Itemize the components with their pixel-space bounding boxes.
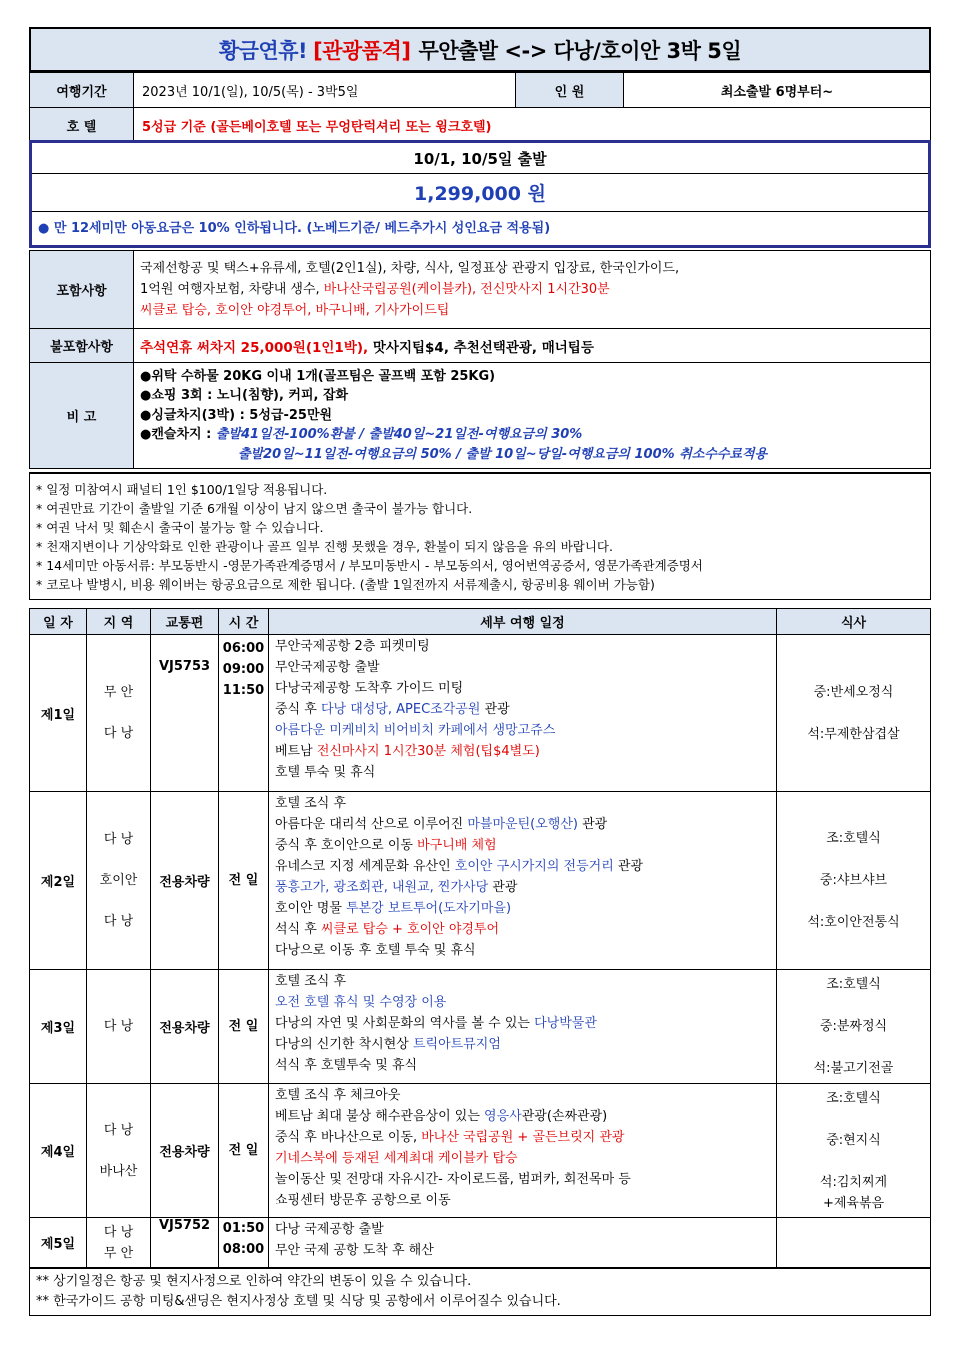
period-label: 여행기간 [30, 73, 134, 108]
header-region: 지 역 [87, 609, 151, 635]
time-value: 11:50 [222, 683, 265, 698]
itinerary-line: 유네스코 지정 세계문화 유산인 호이안 구시가지의 전등거리 관광 [275, 859, 644, 874]
itinerary-line: 아름다운 대리석 산으로 이루어진 마블마운틴(오행산) 관광 [275, 817, 608, 832]
meals-cell [777, 1218, 931, 1268]
footer-note: ** 한국가이드 공항 미팅&샌딩은 현지사정상 호텔 및 식당 및 공항에서 이루어질수 있습니다. [36, 1294, 561, 1309]
itinerary-line: 중식 후 다낭 대성당, APEC조각공원 관광 [275, 702, 510, 717]
day-label: 제5일 [30, 1218, 87, 1268]
itinerary-line: 호텔 조식 후 [275, 796, 347, 811]
itinerary-line: 무안국제공항 출발 [275, 660, 380, 675]
itinerary-line: 아름다운 미케비치 비어비치 카페에서 생망고쥬스 [275, 723, 556, 738]
time-value: 08:00 [222, 1242, 265, 1257]
footer-note: ** 상기일정은 항공 및 현지사정으로 인하여 약간의 변동이 있을 수 있습니다. [36, 1274, 472, 1289]
title-part2: [관광품격] [313, 38, 411, 63]
period-value: 2023년 10/1(일), 10/5(목) - 3박5일 [134, 73, 516, 108]
meals-cell [777, 792, 931, 970]
region-cell [87, 1218, 151, 1268]
region-name: 다 낭 [103, 832, 134, 847]
meal-item: 조:호텔식 [826, 831, 881, 846]
meal-item: 석:무제한삼겹살 [807, 726, 900, 742]
remark-cancel: ●캔슬차지 : 출발41일전-100%환불 / 출발40일~21일전-여행요금의 30% [140, 427, 583, 443]
itinerary-line: 쇼핑센터 방문후 공항으로 이동 [275, 1193, 451, 1208]
note-item: * 코로나 발병시, 비용 웨이버는 항공요금으로 제한 됩니다. (출발 1일전까지 서류제출시, 항공비용 웨이버 가능함) [36, 577, 655, 592]
note-item: * 일정 미참여시 패널티 1인 $100/1일당 적용됩니다. [36, 482, 328, 497]
meals-cell [777, 970, 931, 1084]
region-name: 다 낭 [103, 1019, 134, 1034]
included-label: 포함사항 [30, 251, 134, 329]
region-name: 바나산 [99, 1163, 138, 1179]
itinerary-line: 놀이동산 및 전망대 자유시간- 자이로드롭, 범퍼카, 회전목마 등 [275, 1172, 631, 1187]
time-value: 06:00 [222, 641, 265, 656]
region-name: 무 안 [103, 685, 134, 700]
meal-item: 중:현지식 [826, 1132, 881, 1148]
departure-dates: 10/1, 10/5일 출발 [32, 143, 928, 174]
included-line1: 국제선항공 및 택스+유류세, 호텔(2인1실), 차량, 식사, 일정표상 관광지 입장료, 한국인가이드, [140, 261, 680, 276]
included-line3: 씨클로 탑승, 호이안 야경투어, 바구니배, 기사가이드팁 [140, 303, 450, 318]
schedule-row [30, 635, 931, 792]
itinerary-line: 호이안 명물 투본강 보트투어(도자기마을) [275, 901, 512, 916]
itinerary-line: 베트남 최대 불상 해수관음상이 있는 영응사관광(손짜관광) [275, 1109, 608, 1124]
remarks-label: 비 고 [30, 363, 134, 469]
itinerary-line: 다낭국제공항 도착후 가이드 미팅 [275, 681, 464, 696]
itinerary-line: 오전 호텔 휴식 및 수영장 이용 [275, 995, 447, 1010]
transport-cell: 전용차량 [151, 792, 219, 970]
region-name: 다 낭 [103, 1224, 134, 1240]
meal-item: 조:호텔식 [826, 1090, 881, 1106]
schedule-row [30, 970, 931, 1084]
included-value [134, 251, 931, 329]
notes-box [29, 472, 931, 600]
time-cell [219, 1084, 269, 1218]
time-cell [219, 970, 269, 1084]
meal-item: 석:김치찌게 [819, 1174, 888, 1190]
price-amount: 1,299,000 원 [32, 174, 928, 212]
region-name: 호이안 [99, 873, 138, 888]
region-cell [87, 792, 151, 970]
itinerary-line: 다낭의 자연 및 사회문화의 역사를 볼 수 있는 다낭박물관 [275, 1016, 597, 1031]
transport-cell: 전용차량 [151, 970, 219, 1084]
time-cell [219, 792, 269, 970]
child-price-note: ● 만 12세미만 아동요금은 10% 인하됩니다. (노베드기준/ 베드추가시 성인요금 적용됨) [38, 221, 551, 236]
meal-item: 중:반세오정식 [813, 684, 894, 700]
time-value: 01:50 [222, 1221, 265, 1236]
meal-item: 조:호텔식 [826, 977, 881, 992]
remark-shopping: ●쇼핑 3회 : 노니(침향), 커피, 잡화 [140, 388, 349, 404]
header-time: 시 간 [219, 609, 269, 635]
included-line2: 1억원 여행자보험, 차량내 생수, 바나산국립공원(케이블카), 전신맛사지 1시간30분 [140, 282, 610, 297]
meal-item: +제육볶음 [822, 1195, 885, 1211]
meal-item: 중:샤브샤브 [819, 873, 888, 888]
transport-cell: VJ5752 [151, 1218, 219, 1268]
itinerary-line: 무안 국제 공항 도착 후 해산 [275, 1243, 434, 1258]
footer-notes [29, 1268, 931, 1316]
day-label: 제2일 [30, 792, 87, 970]
people-value: 최소출발 6명부터~ [624, 73, 931, 108]
header-day: 일 자 [30, 609, 87, 635]
itinerary-cell [269, 1218, 777, 1268]
time-value: 전 일 [228, 873, 259, 888]
note-item: * 천재지변이나 기상악화로 인한 관광이나 골프 일부 진행 못했을 경우, 환불이 되지 않음을 유의 바랍니다. [36, 539, 613, 554]
remark-baggage: ●위탁 수하물 20KG 이내 1개(골프팀은 골프백 포함 25KG) [140, 368, 496, 384]
time-value: 전 일 [228, 1143, 259, 1158]
region-cell [87, 970, 151, 1084]
time-cell [219, 1218, 269, 1268]
schedule-row [30, 1218, 931, 1268]
time-cell [219, 635, 269, 792]
hotel-label: 호 텔 [30, 108, 134, 143]
itinerary-line: 기네스북에 등재된 세계최대 케이블카 탑승 [275, 1151, 518, 1166]
time-value: 09:00 [222, 662, 265, 677]
schedule-row [30, 1084, 931, 1218]
day-label: 제1일 [30, 635, 87, 792]
itinerary-line: 다낭의 신기한 착시현상 트릭아트뮤지엄 [275, 1037, 501, 1052]
meal-item: 중:분짜정식 [819, 1019, 888, 1034]
itinerary-line: 베트남 전신마사지 1시간30분 체험(팁$4별도) [275, 744, 540, 759]
itinerary-line: 중식 후 바나산으로 이동, 바나산 국립공원 + 골든브릿지 관광 [275, 1130, 625, 1145]
info-table [29, 72, 931, 143]
itinerary-line: 다낭 국제공항 출발 [275, 1222, 384, 1237]
people-label: 인 원 [516, 73, 624, 108]
note-item: * 여권 낙서 및 훼손시 출국이 불가능 할 수 있습니다. [36, 520, 324, 535]
itinerary-line: 중식 후 호이안으로 이동 바구니배 체험 [275, 838, 497, 853]
itinerary-line: 무안국제공항 2층 피켓미팅 [275, 639, 430, 654]
excluded-value: 추석연휴 써차지 25,000원(1인1박), 맛사지팁$4, 추천선택관광, 매너팁등 [134, 329, 931, 363]
time-value: 전 일 [228, 1019, 259, 1034]
region-name: 다 낭 [103, 726, 134, 741]
remark-single-charge: ●싱글차지(3박) : 5성급-25만원 [140, 407, 333, 423]
price-box [29, 140, 931, 248]
region-name: 다 낭 [103, 914, 134, 929]
note-item: * 14세미만 아동서류: 부모동반시 -영문가족관계증명서 / 부모미동반시 - 부모동의서, 영어번역공증서, 영문가족관계증명서 [36, 558, 703, 573]
excluded-label: 불포함사항 [30, 329, 134, 363]
region-cell [87, 1084, 151, 1218]
meals-cell [777, 1084, 931, 1218]
title-part1: 황금연휴! [218, 38, 308, 63]
itinerary-line: 석식 후 씨클로 탑승 + 호이안 야경투어 [275, 922, 500, 937]
meal-item: 석:불고기전골 [813, 1061, 894, 1076]
page-title [29, 27, 931, 72]
header-meals: 식사 [777, 609, 931, 635]
itinerary-line: 석식 후 호텔투숙 및 휴식 [275, 1058, 418, 1073]
day-label: 제3일 [30, 970, 87, 1084]
hotel-value: 5성급 기준 (골든베이호텔 또는 무엉탄럭셔리 또는 윙크호텔) [134, 108, 931, 143]
region-cell [87, 635, 151, 792]
itinerary-cell [269, 970, 777, 1084]
transport-cell: 전용차량 [151, 1084, 219, 1218]
remark-cancel-2: 출발20일~11일전-여행요금의 50% / 출발 10일~당일-여행요금의 100% 취소수수료적용 [238, 446, 768, 462]
region-name: 무 안 [103, 1245, 134, 1261]
header-itinerary: 세부 여행 일정 [269, 609, 777, 635]
itinerary-cell [269, 792, 777, 970]
itinerary-line: 풍흥고가, 광조회관, 내원교, 찐가사당 관광 [275, 880, 518, 895]
itinerary-line: 호텔 조식 후 [275, 974, 347, 989]
title-part3: 무안출발 <-> 다낭/호이안 3박 5일 [418, 38, 742, 63]
remarks-value [134, 363, 931, 469]
itinerary-line: 다낭으로 이동 후 호텔 투숙 및 휴식 [275, 943, 476, 958]
itinerary-line: 호텔 조식 후 체크아웃 [275, 1088, 401, 1103]
day-label: 제4일 [30, 1084, 87, 1218]
itinerary-cell [269, 1084, 777, 1218]
schedule-row [30, 792, 931, 970]
meals-cell [777, 635, 931, 792]
itinerary-line: 호텔 투숙 및 휴식 [275, 765, 376, 780]
header-transport: 교통편 [151, 609, 219, 635]
schedule-table [29, 608, 931, 1268]
conditions-table [29, 250, 931, 469]
itinerary-cell [269, 635, 777, 792]
note-item: * 여권만료 기간이 출발일 기준 6개월 이상이 남지 않으면 출국이 불가능 합니다. [36, 501, 473, 516]
meal-item: 석:호이안전통식 [807, 915, 900, 930]
transport-cell: VJ5753 [151, 635, 219, 792]
region-name: 다 낭 [103, 1122, 134, 1138]
